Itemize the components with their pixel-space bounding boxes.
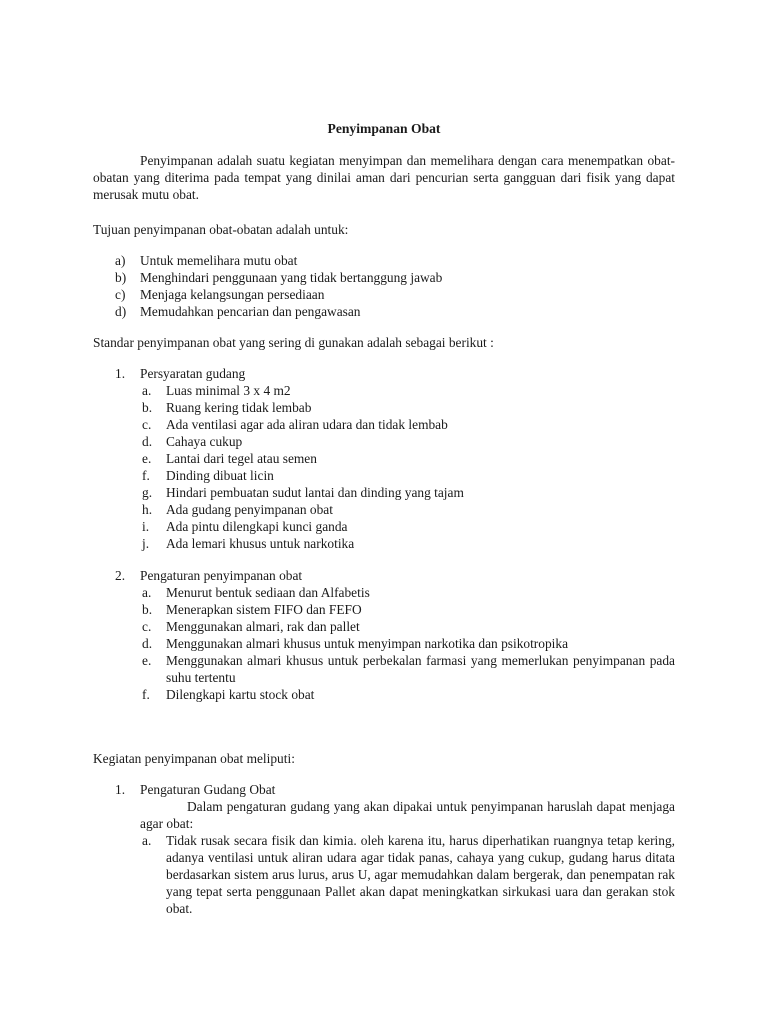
list-marker: h.: [142, 502, 153, 517]
list-marker: b.: [142, 400, 153, 415]
sub-list: [93, 832, 675, 917]
sub-list-item: [93, 584, 675, 601]
list-marker: a.: [142, 833, 152, 848]
sub-list-item: [93, 635, 675, 652]
standar-list-1: [93, 365, 675, 552]
sub-list-item: [93, 382, 675, 399]
sub-list-item: [93, 416, 675, 433]
list-marker: c.: [142, 417, 152, 432]
sub-list-item: [93, 450, 675, 467]
number-marker: 1.: [115, 366, 126, 381]
list-item: [93, 286, 675, 303]
kegiatan-heading: Kegiatan penyimpanan obat meliputi:: [93, 751, 295, 766]
list-item: [93, 303, 675, 320]
sub-list: [93, 584, 675, 703]
list-marker: c.: [142, 619, 152, 634]
list-item-text: Menggunakan almari khusus untuk perbekalan farmasi yang memerlukan penyimpanan pada suhu tertentu: [166, 653, 675, 685]
sub-list-item: [93, 518, 675, 535]
standar-heading: Standar penyimpanan obat yang sering di gunakan adalah sebagai berikut :: [93, 335, 494, 350]
tujuan-heading: Tujuan penyimpanan obat-obatan adalah untuk:: [93, 222, 349, 237]
list-item-text: Menggunakan almari khusus untuk menyimpan narkotika dan psikotropika: [166, 636, 569, 651]
list-marker: e.: [142, 653, 152, 668]
list-item-text: Ruang kering tidak lembab: [166, 400, 312, 415]
list-marker: d): [115, 304, 127, 319]
list-item-text: Luas minimal 3 x 4 m2: [166, 383, 291, 398]
numbered-item: [93, 567, 675, 703]
list-item-text: Ada lemari khusus untuk narkotika: [166, 536, 355, 551]
sub-list: [93, 382, 675, 552]
list-marker: i.: [142, 519, 150, 534]
list-item-text: Menerapkan sistem FIFO dan FEFO: [166, 602, 362, 617]
kegiatan-list: [93, 781, 675, 917]
list-marker: a.: [142, 585, 152, 600]
number-marker: 1.: [115, 782, 126, 797]
sub-list-item: [93, 686, 675, 703]
list-marker: b): [115, 270, 127, 285]
numbered-item: [93, 781, 675, 917]
section-paragraph: Dalam pengaturan gudang yang akan dipakai untuk penyimpanan haruslah dapat menjaga agar obat:: [140, 799, 675, 831]
list-marker: g.: [142, 485, 153, 500]
list-item-text: Hindari pembuatan sudut lantai dan dinding yang tajam: [166, 485, 464, 500]
list-marker: j.: [142, 536, 150, 551]
sub-list-item: [93, 832, 675, 917]
list-marker: a.: [142, 383, 152, 398]
list-item-text: Menurut bentuk sediaan dan Alfabetis: [166, 585, 370, 600]
list-item-text: Ada gudang penyimpanan obat: [166, 502, 333, 517]
sub-list-item: [93, 399, 675, 416]
list-marker: f.: [142, 687, 150, 702]
sub-list-item: [93, 484, 675, 501]
tujuan-list: [93, 252, 675, 320]
list-item-text: Untuk memelihara mutu obat: [140, 253, 298, 268]
list-item: [93, 269, 675, 286]
list-item-text: Menggunakan almari, rak dan pallet: [166, 619, 360, 634]
number-marker: 2.: [115, 568, 126, 583]
list-item-text: Dilengkapi kartu stock obat: [166, 687, 315, 702]
list-item-text: Cahaya cukup: [166, 434, 243, 449]
sub-list-item: [93, 535, 675, 552]
list-item: [93, 252, 675, 269]
list-marker: e.: [142, 451, 152, 466]
list-item-text: Menjaga kelangsungan persediaan: [140, 287, 325, 302]
numbered-item-text: Pengaturan Gudang Obat: [140, 782, 276, 797]
list-marker: d.: [142, 434, 153, 449]
sub-list-item: [93, 433, 675, 450]
list-item-text: Lantai dari tegel atau semen: [166, 451, 317, 466]
list-item-text: Menghindari penggunaan yang tidak bertanggung jawab: [140, 270, 443, 285]
standar-list-2: [93, 567, 675, 703]
list-item-text: Ada pintu dilengkapi kunci ganda: [166, 519, 348, 534]
sub-list-item: [93, 501, 675, 518]
sub-list-item: [93, 467, 675, 484]
sub-list-item: [93, 618, 675, 635]
sub-list-item: [93, 652, 675, 686]
list-item-text: Dinding dibuat licin: [166, 468, 274, 483]
list-item-text: Ada ventilasi agar ada aliran udara dan tidak lembab: [166, 417, 448, 432]
intro-paragraph: Penyimpanan adalah suatu kegiatan menyimpan dan memelihara dengan cara menempatkan obat-obatan yang diterima pada tempat yang dinilai aman dari pencurian serta gangguan dari fisik yang dapat merusak mutu obat.: [93, 153, 675, 202]
numbered-item-text: Persyaratan gudang: [140, 366, 246, 381]
numbered-item-text: Pengaturan penyimpanan obat: [140, 568, 303, 583]
numbered-item: [93, 365, 675, 552]
list-marker: a): [115, 253, 126, 268]
list-marker: c): [115, 287, 126, 302]
list-marker: f.: [142, 468, 150, 483]
list-marker: b.: [142, 602, 153, 617]
list-item-text: Tidak rusak secara fisik dan kimia. oleh karena itu, harus diperhatikan ruangnya tetap kering, adanya ventilasi untuk aliran udara agar tidak panas, cahaya yang cukup, gudang harus ditata berdasarkan sistem arus lurus, arus U, agar memudahkan dalam bergerak, dan penempatan rak yang tepat serta penggunaan Pallet akan dapat meningkatkan sirkukasi uara dan gerakan stok obat.: [166, 833, 675, 916]
page-title: Penyimpanan Obat: [327, 121, 441, 136]
list-item-text: Memudahkan pencarian dan pengawasan: [140, 304, 361, 319]
list-marker: d.: [142, 636, 153, 651]
sub-list-item: [93, 601, 675, 618]
